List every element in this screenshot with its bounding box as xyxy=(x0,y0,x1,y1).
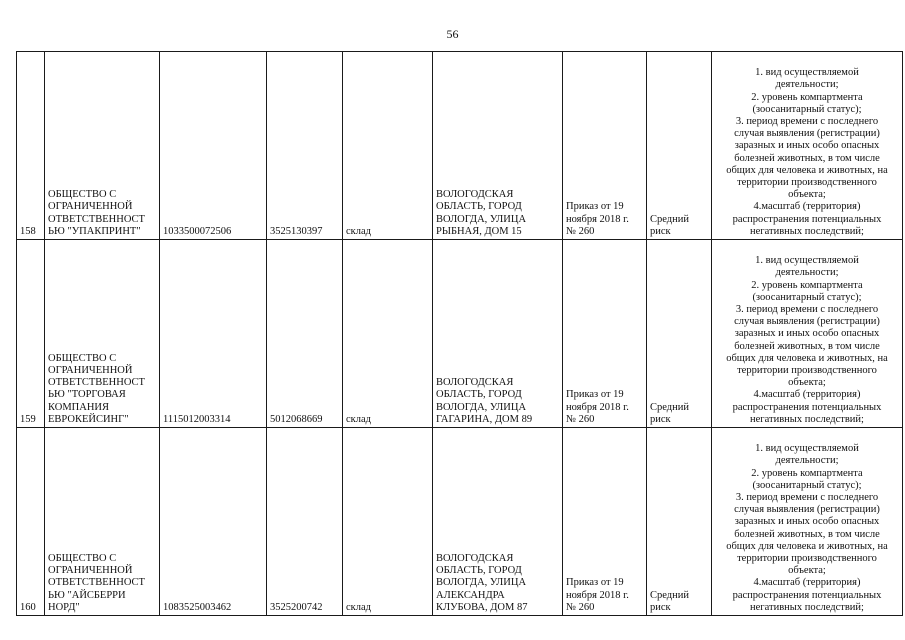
risk-category: Средний риск xyxy=(647,428,712,616)
object-address: ВОЛОГОДСКАЯ ОБЛАСТЬ, ГОРОД ВОЛОГДА, УЛИЦА РЫБНАЯ, ДОМ 15 xyxy=(433,52,563,240)
order-reference: Приказ от 19 ноября 2018 г. № 260 xyxy=(563,428,647,616)
ogrn-value: 1033500072506 xyxy=(160,52,267,240)
risk-category: Средний риск xyxy=(647,52,712,240)
risk-criteria: 1. вид осуществляемой деятельности; 2. уровень компартмента (зоосанитарный статус); 3. период времени с последнего случая выявления (регистрации) заразных и иных особо опасных болезней животных, в том числе общих для человека и животных, на территории производственного объекта; 4.масштаб (территория) распространения потенциальных негативных последствий; xyxy=(712,52,903,240)
organization-name: ОБЩЕСТВО С ОГРАНИЧЕННОЙ ОТВЕТСТВЕННОСТ ЬЮ "УПАКПРИНТ" xyxy=(45,52,160,240)
row-number: 158 xyxy=(17,52,45,240)
table-row xyxy=(17,240,903,428)
risk-category: Средний риск xyxy=(647,240,712,428)
inn-value: 5012068669 xyxy=(267,240,343,428)
risk-criteria: 1. вид осуществляемой деятельности; 2. уровень компартмента (зоосанитарный статус); 3. период времени с последнего случая выявления (регистрации) заразных и иных особо опасных болезней животных, в том числе общих для человека и животных, на территории производственного объекта; 4.масштаб (территория) распространения потенциальных негативных последствий; xyxy=(712,428,903,616)
risk-criteria: 1. вид осуществляемой деятельности; 2. уровень компартмента (зоосанитарный статус); 3. период времени с последнего случая выявления (регистрации) заразных и иных особо опасных болезней животных, в том числе общих для человека и животных, на территории производственного объекта; 4.масштаб (территория) распространения потенциальных негативных последствий; xyxy=(712,240,903,428)
row-number: 160 xyxy=(17,428,45,616)
table-row xyxy=(17,428,903,616)
ogrn-value: 1115012003314 xyxy=(160,240,267,428)
object-type: склад xyxy=(343,428,433,616)
table-row xyxy=(17,52,903,240)
object-type: склад xyxy=(343,240,433,428)
organization-name: ОБЩЕСТВО С ОГРАНИЧЕННОЙ ОТВЕТСТВЕННОСТ ЬЮ "АЙСБЕРРИ НОРД" xyxy=(45,428,160,616)
ogrn-value: 1083525003462 xyxy=(160,428,267,616)
object-address: ВОЛОГОДСКАЯ ОБЛАСТЬ, ГОРОД ВОЛОГДА, УЛИЦА ГАГАРИНА, ДОМ 89 xyxy=(433,240,563,428)
organization-name: ОБЩЕСТВО С ОГРАНИЧЕННОЙ ОТВЕТСТВЕННОСТ ЬЮ "ТОРГОВАЯ КОМПАНИЯ ЕВРОКЕЙСИНГ" xyxy=(45,240,160,428)
registry-table xyxy=(16,51,903,616)
row-number: 159 xyxy=(17,240,45,428)
order-reference: Приказ от 19 ноября 2018 г. № 260 xyxy=(563,240,647,428)
object-type: склад xyxy=(343,52,433,240)
page-number: 56 xyxy=(446,27,459,41)
inn-value: 3525130397 xyxy=(267,52,343,240)
object-address: ВОЛОГОДСКАЯ ОБЛАСТЬ, ГОРОД ВОЛОГДА, УЛИЦА АЛЕКСАНДРА КЛУБОВА, ДОМ 87 xyxy=(433,428,563,616)
order-reference: Приказ от 19 ноября 2018 г. № 260 xyxy=(563,52,647,240)
inn-value: 3525200742 xyxy=(267,428,343,616)
